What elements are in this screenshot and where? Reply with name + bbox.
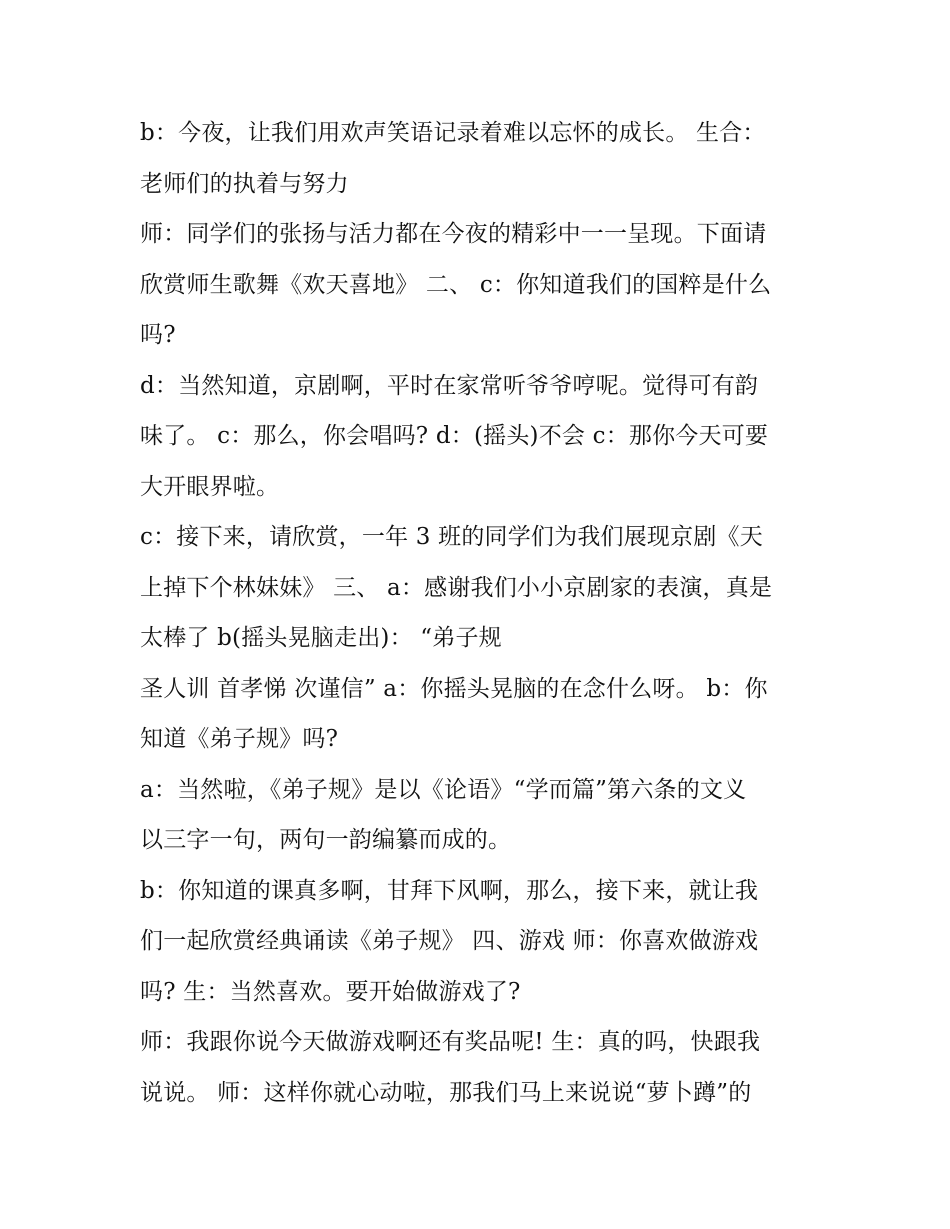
text-line-16: b：你知道的课真多啊，甘拜下风啊，那么，接下来，就让我 [140,877,759,904]
text-line-15: 以三字一句，两句一韵编纂而成的。 [140,827,512,853]
text-line-4: 欣赏师生歌舞《欢天喜地》 二、 c：你知道我们的国粹是什么 [140,271,772,298]
text-line-3: 师：同学们的张扬与活力都在今夜的精彩中一一呈现。下面请 [140,221,767,247]
text-line-13: 知道《弟子规》吗? [140,726,339,752]
text-line-8: 大开眼界啦。 [140,473,280,500]
text-line-5: 吗? [140,322,176,348]
text-line-14: a：当然啦，《弟子规》是以《论语》“学而篇”第六条的文义 [140,776,747,803]
text-line-7: 味了。 c：那么，你会唱吗? d：(摇头)不会 c：那你今天可要 [140,423,769,449]
text-line-2: 老师们的执着与努力 [140,170,349,197]
text-line-12: 圣人训 首孝悌 次谨信” a：你摇头晃脑的在念什么呀。 b：你 [140,675,768,702]
text-line-19: 师：我跟你说今天做游戏啊还有奖品呢! 生：真的吗，快跟我 [140,1029,761,1055]
text-line-1: b：今夜，让我们用欢声笑语记录着难以忘怀的成长。 生合： [140,120,766,146]
text-line-18: 吗? 生：当然喜欢。要开始做游戏了? [140,978,521,1005]
text-line-6: d：当然知道，京剧啊，平时在家常听爷爷哼呢。觉得可有韵 [140,372,759,399]
text-line-11: 太棒了 b(摇头晃脑走出)： “弟子规 [140,625,502,651]
text-line-17: 们一起欣赏经典诵读《弟子规》 四、游戏 师：你喜欢做游戏 [140,928,759,954]
text-line-20: 说说。 师：这样你就心动啦，那我们马上来说说“萝卜蹲”的 [140,1079,752,1106]
text-line-9: c：接下来，请欣赏，一年 3 班的同学们为我们展现京剧《天 [140,524,763,550]
text-line-10: 上掉下个林妹妹》 三、 a：感谢我们小小京剧家的表演，真是 [140,574,773,601]
document-body [140,108,830,1118]
